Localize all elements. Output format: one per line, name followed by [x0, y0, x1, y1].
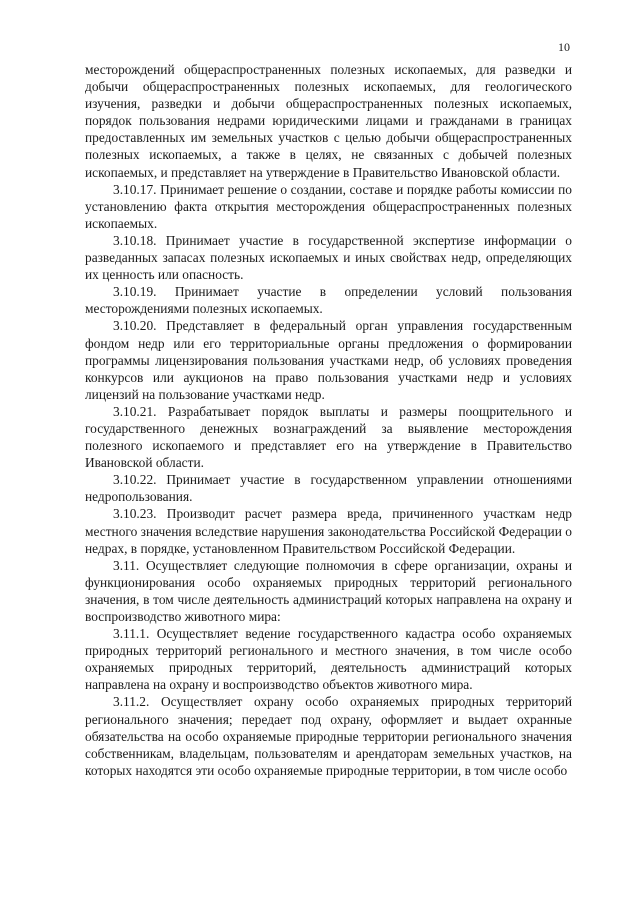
paragraph: 3.10.19. Принимает участие в определении условий пользования месторождениями полезных ископаемых.: [85, 284, 572, 317]
page-number: 10: [558, 40, 570, 54]
paragraph: 3.10.23. Производит расчет размера вреда, причиненного участкам недр местного значения вследствие нарушения законодательства Российской Федерации о недрах, в порядке, установленном Правительством Российской Федерации.: [85, 506, 572, 556]
paragraph: 3.10.21. Разрабатывает порядок выплаты и размеры поощрительного и государственного денежных вознаграждений за выявление месторождения полезного ископаемого и представляет его на утверждение в Правительство Ивановской области.: [85, 403, 572, 471]
paragraph: 3.10.17. Принимает решение о создании, составе и порядке работы комиссии по установлению факта открытия месторождения общераспространенных полезных ископаемых.: [85, 181, 572, 231]
document-body: [85, 61, 572, 779]
paragraph: 3.10.18. Принимает участие в государственной экспертизе информации о разведанных запасах полезных ископаемых и иных свойствах недр, определяющих их ценность или опасность.: [85, 232, 572, 283]
paragraph: месторождений общераспространенных полезных ископаемых, для разведки и добычи общераспространенных полезных ископаемых, для геологического изучения, разведки и добычи общераспространенных полезных ископаемых, порядок пользования недрами юридическими лицами и гражданами в границах предоставленных им земельных участков с целью добычи общераспространенных полезных ископаемых, а также в целях, не связанных с добычей полезных ископаемых, и представляет на утверждение в Правительство Ивановской области.: [85, 62, 572, 180]
paragraph: 3.11. Осуществляет следующие полномочия в сфере организации, охраны и функционирования особо охраняемых природных территорий регионального значения, в том числе деятельность администраций которых направлена на охрану и воспроизводство животного мира:: [85, 557, 572, 624]
paragraph: 3.11.1. Осуществляет ведение государственного кадастра особо охраняемых природных территорий регионального и местного значения, в том числе особо охраняемых природных территорий, деятельность администраций которых направлена на охрану и воспроизводство объектов животного мира.: [85, 626, 572, 693]
paragraph: 3.10.22. Принимает участие в государственном управлении отношениями недропользования.: [85, 472, 572, 505]
paragraph: 3.11.2. Осуществляет охрану особо охраняемых природных территорий регионального значения; передает под охрану, оформляет и выдает охранные обязательства на особо охраняемые природные территории регионального значения собственникам, владельцам, пользователям и арендаторам земельных участков, на которых находятся эти особо охраняемые природные территории, в том числе особо: [85, 694, 572, 778]
paragraph: 3.10.20. Представляет в федеральный орган управления государственным фондом недр или его территориальные органы предложения о формировании программы лицензирования пользования участками недр, об условиях проведения конкурсов или аукционов на право пользования участками недр и условиях лицензий на пользование участками недр.: [85, 318, 572, 402]
